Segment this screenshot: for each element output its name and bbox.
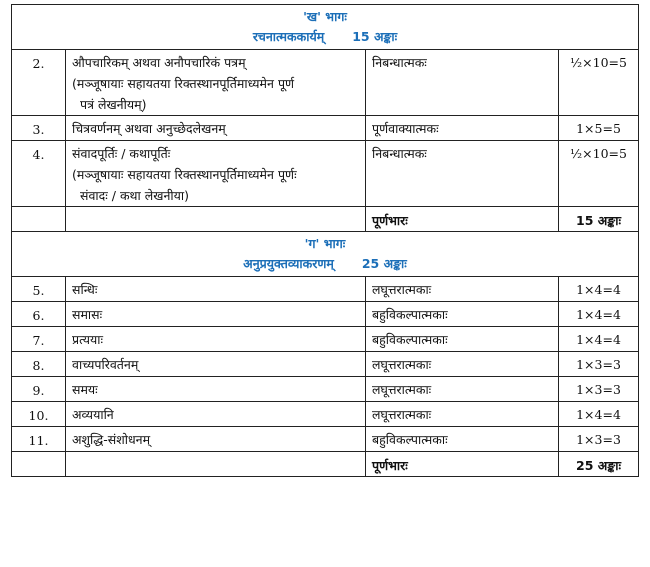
question-marks: 1×4=4 — [559, 402, 639, 427]
table-row — [12, 302, 639, 327]
table-row — [12, 116, 639, 141]
section-score: 15 अङ्काः — [352, 29, 398, 44]
question-type: बहुविकल्पात्मकाः — [366, 427, 559, 452]
table-row — [12, 277, 639, 302]
question-number: 8. — [12, 352, 66, 377]
table-row — [12, 50, 639, 116]
question-type: निबन्धात्मकः — [366, 141, 559, 207]
total-label: पूर्णभारः — [366, 452, 559, 477]
table-row — [12, 402, 639, 427]
question-marks: 1×3=3 — [559, 377, 639, 402]
question-topic: समासः — [66, 302, 366, 327]
question-number: 6. — [12, 302, 66, 327]
question-number: 3. — [12, 116, 66, 141]
question-marks: 1×5=5 — [559, 116, 639, 141]
question-type: लघूत्तरात्मकाः — [366, 277, 559, 302]
question-topic: प्रत्ययाः — [66, 327, 366, 352]
question-topic: अव्ययानि — [66, 402, 366, 427]
section-score: 25 अङ्काः — [361, 256, 407, 271]
total-marks: 15 अङ्काः — [559, 207, 639, 232]
total-row — [12, 207, 639, 232]
question-type: पूर्णवाक्यात्मकः — [366, 116, 559, 141]
question-number: 9. — [12, 377, 66, 402]
section-header-kha — [12, 5, 639, 50]
total-marks: 25 अङ्काः — [559, 452, 639, 477]
section-title: 'ख' भागः — [303, 9, 347, 24]
question-number: 2. — [12, 50, 66, 116]
table-row — [12, 327, 639, 352]
question-marks: 1×4=4 — [559, 327, 639, 352]
section-header-ga — [12, 232, 639, 277]
question-number: 10. — [12, 402, 66, 427]
question-topic: औपचारिकम् अथवा अनौपचारिकं पत्रम् (मञ्जूषायाः सहायतया रिक्तस्थानपूर्तिमाध्यमेन पूर्ण पत्रं लेखनीयम्) — [66, 50, 366, 116]
question-marks: ½×10=5 — [559, 141, 639, 207]
section-subtitle: अनुप्रयुक्तव्याकरणम् — [243, 256, 334, 271]
question-number: 11. — [12, 427, 66, 452]
marks-distribution-sheet — [11, 4, 638, 477]
section-title: 'ग' भागः — [304, 236, 346, 251]
question-type: निबन्धात्मकः — [366, 50, 559, 116]
question-type: लघूत्तरात्मकाः — [366, 352, 559, 377]
question-number: 5. — [12, 277, 66, 302]
question-topic: चित्रवर्णनम् अथवा अनुच्छेदलेखनम् — [66, 116, 366, 141]
marks-table — [11, 4, 639, 477]
table-row — [12, 427, 639, 452]
question-type: लघूत्तरात्मकाः — [366, 402, 559, 427]
question-topic: संवादपूर्तिः / कथापूर्तिः (मञ्जूषायाः सहायतया रिक्तस्थानपूर्तिमाध्यमेन पूर्णः संवादः / कथा लेखनीया) — [66, 141, 366, 207]
question-number: 4. — [12, 141, 66, 207]
table-row — [12, 352, 639, 377]
total-label: पूर्णभारः — [366, 207, 559, 232]
question-marks: ½×10=5 — [559, 50, 639, 116]
section-subtitle: रचनात्मककार्यम् — [252, 29, 325, 44]
question-type: बहुविकल्पात्मकाः — [366, 302, 559, 327]
question-marks: 1×3=3 — [559, 352, 639, 377]
question-marks: 1×4=4 — [559, 277, 639, 302]
question-topic: समयः — [66, 377, 366, 402]
question-topic: अशुद्धि-संशोधनम् — [66, 427, 366, 452]
question-topic: सन्धिः — [66, 277, 366, 302]
question-marks: 1×3=3 — [559, 427, 639, 452]
question-type: लघूत्तरात्मकाः — [366, 377, 559, 402]
total-row — [12, 452, 639, 477]
table-row — [12, 141, 639, 207]
question-marks: 1×4=4 — [559, 302, 639, 327]
question-topic: वाच्यपरिवर्तनम् — [66, 352, 366, 377]
question-type: बहुविकल्पात्मकाः — [366, 327, 559, 352]
question-number: 7. — [12, 327, 66, 352]
table-row — [12, 377, 639, 402]
